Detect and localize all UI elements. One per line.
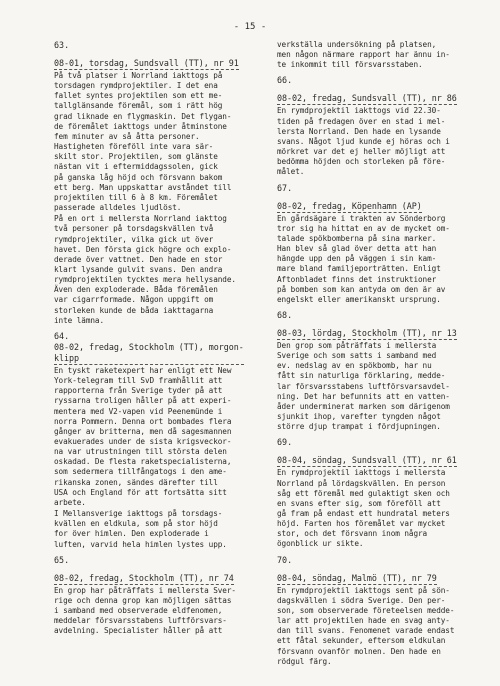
entry-69 bbox=[277, 437, 500, 549]
entry-64 bbox=[54, 331, 282, 550]
entry-paragraph: En rymdprojektil iakttogs sent på sön- dagskvällen i södra Sverige. Den per- son, som observerade företeelsen medde- lar att projektilen hade en svag anty- dan till svans. Fenomenet varade endast ett fåtal sekunder, eftersom eldkulan försvann ovanför molnen. Den hade en rödgul färg. bbox=[277, 585, 455, 666]
page-number: - 15 - bbox=[233, 22, 267, 32]
entry-number: 66. bbox=[277, 75, 293, 86]
entry-paragraph: Den grop som påträffats i mellersta Sverige och som satts i samband med ev. nedslag av en spökbomb, har nu fått sin naturliga förklaring, medde- lar försvarsstabens luftförsvarsavdel- ning. Det har befunnits att en vatten- åder underminerat marken som därigenom sjunkit ihop, varefter tyngden något större djup trampat i fördjupningen. bbox=[277, 340, 450, 432]
entry-paragraph: En tyskt raketexpert har enligt ett New York-telegram till SvD framhållit att rapporterna från Sverige tyder på att ryssarna troligen håller på att experi- mentera med V2-vapen vid Peenemünde i norra Pommern. Denna ort bombades flera gånger av britterna, men då sagesmannen evakuerades under de sista krigsveckor- na var utrustningen till största delen oskadad. De flesta raketspecialisterna, som sedermera tillfångatogs i den ame- rikanska zonen, sändes därefter till USA och England för att fortsätta sitt arbete. bbox=[54, 365, 232, 507]
entry-number: 70. bbox=[277, 554, 293, 565]
entry-number: 63. bbox=[54, 40, 70, 50]
entry-65 bbox=[54, 555, 282, 637]
entry-heading: 08-03, lördag, Stockholm (TT), nr 13 bbox=[277, 327, 457, 338]
entry-66 bbox=[277, 75, 500, 177]
entry-65-continued bbox=[277, 40, 500, 70]
left-column bbox=[54, 40, 282, 642]
entry-number: 68. bbox=[277, 309, 293, 320]
entry-heading: 08-02, fredag, Köpenhamn (AP) bbox=[277, 200, 422, 211]
entry-paragraph: På två platser i Norrland iakttogs på torsdagen rymdprojektiler. I det ena fallet syntes projektilen som ett me- tallglänsande föremål, som i rätt hög grad liknade en flygmaskin. Det flygan- de föremålet iakttogs under åtminstone fem minuter av så åtta personer. Hastigheten föreföll inte vara sär- skilt stor. Projektilen, som glänste nästan vit i eftermiddagssolen, gick på ganska låg höjd och försvann bakom ett berg. Man uppskattar avståndet till projektilen till 6 à 8 km. Föremålet passerade alldeles ljudlöst. bbox=[54, 71, 232, 213]
entry-heading: 08-01, torsdag, Sundsvall (TT), nr 91 bbox=[54, 58, 239, 68]
entry-paragraph: En grop har påträffats i mellersta Sver- rige och denna grop kan möjligen sättas i samband med observerade eldfenomen, meddelar försvarsstabens luftförsvars- avdelning. Specialister håller på att bbox=[54, 585, 236, 636]
entry-number: 69. bbox=[277, 437, 293, 448]
entry-70 bbox=[277, 555, 500, 667]
entry-paragraph: verkställa undersökning på platsen, men någon närmare rapport har ännu in- te inkommit till försvarsstaben. bbox=[277, 40, 450, 70]
entry-heading: 08-02, fredag, Sundsvall (TT), nr 86 bbox=[277, 93, 457, 104]
entry-68 bbox=[277, 310, 500, 432]
entry-heading: 08-02, fredag, Stockholm (TT), nr 74 bbox=[54, 572, 234, 583]
entry-number: 64. bbox=[54, 330, 70, 341]
entry-heading: 08-02, fredag, Stockholm (TT), morgon- klipp bbox=[54, 341, 244, 363]
entry-paragraph: En gårdsägare i trakten av Sönderborg tror sig ha hittat en av de mycket om- talade spökbomberna på sina marker. Han blev så glad över detta att han hängde upp den på väggen i sin kam- mare bland familjeporträtten. Enligt Aftonbladet finns det instruktioner på bomben som kan antyda om den är av engelskt eller amerikanskt ursprung. bbox=[277, 213, 450, 304]
entry-number: 65. bbox=[54, 554, 70, 565]
entry-number: 67. bbox=[277, 182, 293, 193]
entry-paragraph: En rymdprojektil iakttogs vid 22.30- tiden på fredagen över en stad i mel- lersta Norrland. Den hade en lysande svans. Något ljud kunde ej höras och i mörkret var det ej heller möjligt att bedömma höjden och storleken på före- målet. bbox=[277, 106, 450, 177]
entry-paragraph: I Mellansverige iakttogs på torsdags- kvällen en eldkula, som på stor höjd for över himlen. Den exploderade i luften, varvid hela himlen lystes upp. bbox=[54, 509, 227, 549]
right-column bbox=[277, 40, 500, 672]
entry-heading: 08-04, söndag, Malmö (TT), nr 79 bbox=[277, 572, 437, 583]
entry-67 bbox=[277, 183, 500, 305]
entry-paragraph: På en ort i mellersta Norrland iakttog två personer på torsdagskvällen två rymdprojektiler, vilka gick ut över havet. Den första gick högre och explo- derade över vattnet. Den hade en stor klart lysande gulvit svans. Den andra rymdprojektilen tycktes mera hellysande. Även den exploderade. Båda föremålen var cigarrformade. Någon uppgift om storleken kunde de båda iakttagarna inte lämna. bbox=[54, 214, 236, 325]
entry-63 bbox=[54, 40, 282, 326]
entry-heading: 08-04, söndag, Sundsvall (TT), nr 61 bbox=[277, 455, 457, 466]
entry-paragraph: En rymdprojektil iakttogs i mellersta Norrland på lördagskvällen. En person såg ett föremål med gulaktigt sken och en svans efter sig, som föreföll att gå fram på endast ett hundratal meters höjd. Farten hos föremålet var mycket stor, och det försvann inom några ögonblick ur sikte. bbox=[277, 468, 450, 549]
